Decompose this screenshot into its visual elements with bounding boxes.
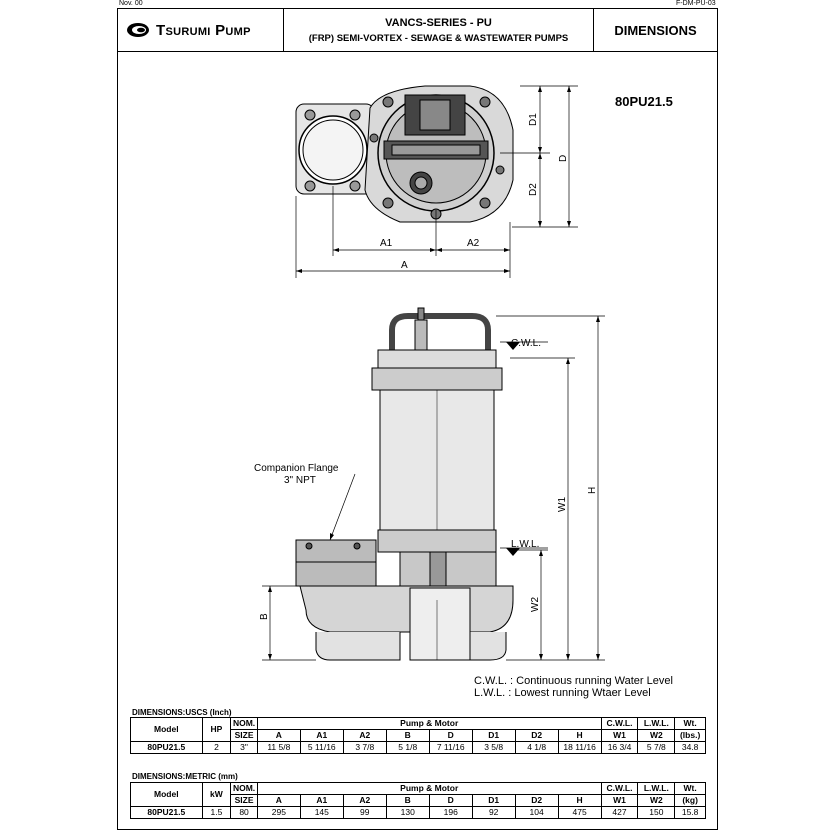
- metric-w1: 427: [601, 807, 638, 819]
- table-row: [131, 742, 706, 754]
- uscs-col-b: B: [386, 730, 429, 742]
- metric-nom: 80: [231, 807, 258, 819]
- uscs-a2: 3 7/8: [343, 742, 386, 754]
- metric-col-b: B: [386, 795, 429, 807]
- metric-header-kg: (kg): [675, 795, 706, 807]
- uscs-w2: 5 7/8: [638, 742, 675, 754]
- dim-label-a: A: [401, 260, 408, 271]
- metric-header-kw: kW: [202, 783, 231, 807]
- metric-col-h: H: [558, 795, 601, 807]
- dim-label-a2: A2: [467, 238, 480, 249]
- uscs-header-hp: HP: [202, 718, 231, 742]
- metric-model: 80PU21.5: [131, 807, 203, 819]
- uscs-col-d1: D1: [472, 730, 515, 742]
- uscs-col-a1: A1: [300, 730, 343, 742]
- metric-a: 295: [257, 807, 300, 819]
- uscs-col-a: A: [257, 730, 300, 742]
- uscs-col-w2: W2: [638, 730, 675, 742]
- metric-header-cwl: C.W.L.: [601, 783, 638, 795]
- dim-label-d2: D2: [528, 183, 539, 196]
- uscs-col-h: H: [558, 730, 601, 742]
- flange-size-label: 3" NPT: [284, 475, 316, 486]
- pump-top-view: [296, 86, 513, 222]
- metric-d: 196: [429, 807, 472, 819]
- uscs-table-title: DIMENSIONS:USCS (Inch): [132, 708, 232, 717]
- uscs-header-model: Model: [131, 718, 203, 742]
- companion-flange-label: Companion Flange: [254, 463, 339, 474]
- lwl-marker-label: L.W.L.: [511, 539, 540, 550]
- uscs-col-a2: A2: [343, 730, 386, 742]
- metric-header-wt: Wt.: [675, 783, 706, 795]
- metric-header-size: SIZE: [231, 795, 258, 807]
- metric-table-title: DIMENSIONS:METRIC (mm): [132, 772, 238, 781]
- brand-name: Tsurumi Pump: [156, 21, 251, 39]
- metric-d2: 104: [515, 807, 558, 819]
- metric-w2: 150: [638, 807, 675, 819]
- metric-col-d: D: [429, 795, 472, 807]
- uscs-a: 11 5/8: [257, 742, 300, 754]
- cwl-marker-label: C.W.L.: [511, 338, 542, 349]
- lwl-note: L.W.L. : Lowest running Wtaer Level: [474, 687, 651, 699]
- model-label: 80PU21.5: [615, 94, 673, 109]
- metric-col-w2: W2: [638, 795, 675, 807]
- uscs-header-lbs: (lbs.): [675, 730, 706, 742]
- uscs-nom: 3": [231, 742, 258, 754]
- uscs-header-size: SIZE: [231, 730, 258, 742]
- uscs-header-wt: Wt.: [675, 718, 706, 730]
- uscs-d: 7 11/16: [429, 742, 472, 754]
- metric-col-d2: D2: [515, 795, 558, 807]
- metric-col-a1: A1: [300, 795, 343, 807]
- dim-label-b: B: [259, 613, 270, 620]
- metric-header-nom: NOM.: [231, 783, 258, 795]
- pump-side-view: [296, 308, 513, 660]
- metric-col-a: A: [257, 795, 300, 807]
- uscs-wt: 34.8: [675, 742, 706, 754]
- revision-date: Nov. 00: [119, 0, 143, 7]
- metric-h: 475: [558, 807, 601, 819]
- metric-a2: 99: [343, 807, 386, 819]
- dim-label-d: D: [558, 154, 569, 162]
- metric-col-w1: W1: [601, 795, 638, 807]
- dim-label-d1: D1: [528, 113, 539, 126]
- metric-header-pump-motor: Pump & Motor: [257, 783, 601, 795]
- metric-header-model: Model: [131, 783, 203, 807]
- uscs-col-d: D: [429, 730, 472, 742]
- series-subtitle: (FRP) SEMI-VORTEX - SEWAGE & WASTEWATER PUMPS: [308, 32, 569, 44]
- table-row: [131, 807, 706, 819]
- uscs-b: 5 1/8: [386, 742, 429, 754]
- metric-table: [130, 782, 706, 819]
- dim-label-a1: A1: [380, 238, 393, 249]
- metric-kw: 1.5: [202, 807, 231, 819]
- metric-b: 130: [386, 807, 429, 819]
- series-title: VANCS-SERIES - PU: [385, 16, 492, 29]
- uscs-col-d2: D2: [515, 730, 558, 742]
- uscs-d2: 4 1/8: [515, 742, 558, 754]
- metric-col-a2: A2: [343, 795, 386, 807]
- uscs-header-pump-motor: Pump & Motor: [257, 718, 601, 730]
- metric-wt: 15.8: [675, 807, 706, 819]
- metric-col-d1: D1: [472, 795, 515, 807]
- uscs-col-w1: W1: [601, 730, 638, 742]
- metric-a1: 145: [300, 807, 343, 819]
- uscs-h: 18 11/16: [558, 742, 601, 754]
- uscs-w1: 16 3/4: [601, 742, 638, 754]
- dim-label-w1: W1: [557, 497, 568, 512]
- uscs-header-nom: NOM.: [231, 718, 258, 730]
- uscs-hp: 2: [202, 742, 231, 754]
- metric-header-lwl: L.W.L.: [638, 783, 675, 795]
- uscs-model: 80PU21.5: [131, 742, 203, 754]
- document-code: F-DM-PU-03: [676, 0, 716, 7]
- dim-label-h: H: [587, 486, 598, 494]
- dim-label-w2: W2: [530, 597, 541, 612]
- uscs-header-cwl: C.W.L.: [601, 718, 638, 730]
- uscs-d1: 3 5/8: [472, 742, 515, 754]
- metric-d1: 92: [472, 807, 515, 819]
- uscs-header-lwl: L.W.L.: [638, 718, 675, 730]
- uscs-table: [130, 717, 706, 754]
- uscs-a1: 5 11/16: [300, 742, 343, 754]
- section-title: DIMENSIONS: [614, 22, 697, 38]
- cwl-note: C.W.L. : Continuous running Water Level: [474, 675, 673, 687]
